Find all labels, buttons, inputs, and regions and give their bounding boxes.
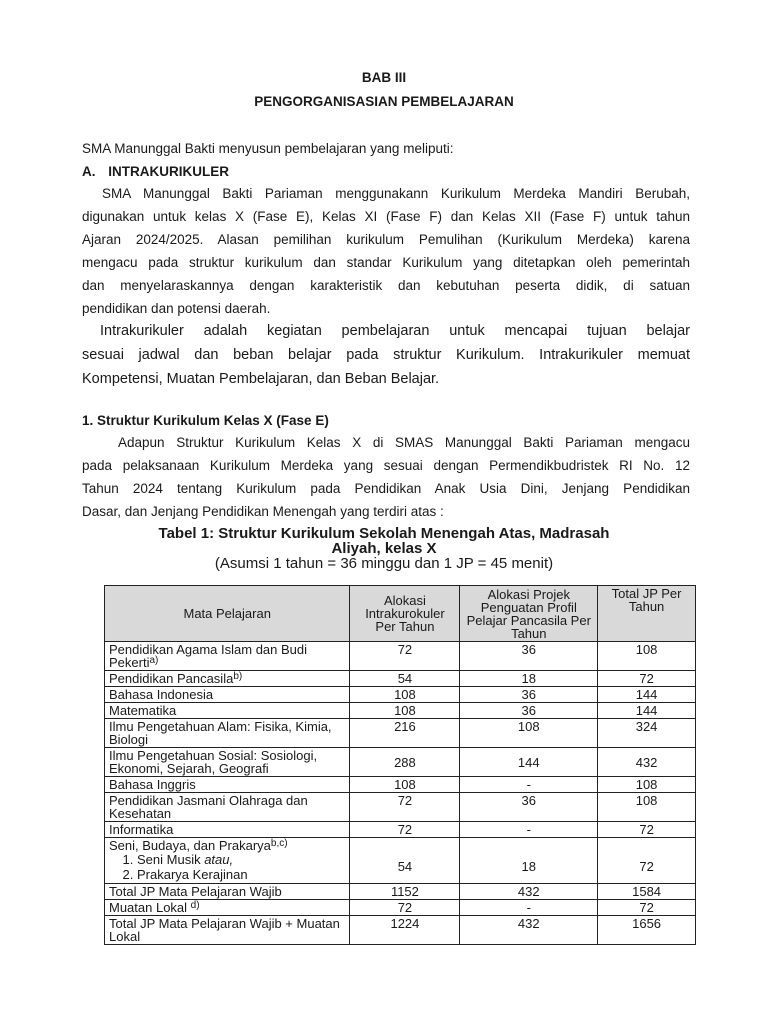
row-total: 1584: [598, 884, 696, 900]
row-total: 108: [598, 793, 696, 822]
table-row: [105, 777, 696, 793]
subsection-line: pada pelaksanaan Kurikulum Merdeka yang sesuai dengan Permendikbudristek RI No. 12: [82, 458, 690, 473]
row-intra: 1224: [350, 916, 460, 945]
intro-text: SMA Manunggal Bakti menyusun pembelajaran yang meliputi:: [82, 141, 454, 156]
row-intra: 54: [350, 838, 460, 884]
row-projek: 108: [460, 719, 598, 748]
row-intra: 216: [350, 719, 460, 748]
table-row: [105, 748, 696, 777]
row-total: 108: [598, 642, 696, 671]
row-intra: 72: [350, 793, 460, 822]
para1-line: digunakan untuk kelas X (Fase E), Kelas XI (Fase F) dan Kelas XII (Fase F) untuk tahun: [82, 209, 690, 224]
row-subject: Seni, Budaya, dan Prakarya: [109, 838, 271, 853]
row-total: 72: [598, 838, 696, 884]
table-row: [105, 719, 696, 748]
section-a-heading: [82, 160, 690, 183]
chapter-title: PENGORGANISASIAN PEMBELAJARAN: [254, 94, 514, 109]
row-projek: 432: [460, 916, 598, 945]
row-total: 432: [598, 748, 696, 777]
row-total: 1656: [598, 916, 696, 945]
para1-line: mengacu pada struktur kurikulum dan standar Kurikulum yang ditetapkan oleh pemerintah: [82, 255, 690, 270]
row-projek: -: [460, 822, 598, 838]
table-row: [105, 642, 696, 671]
para1-line: Ajaran 2024/2025. Alasan pemilihan kurikulum Pemulihan (Kurikulum Merdeka) karena: [82, 232, 690, 247]
subsection-line: Dasar, dan Jenjang Pendidikan Menengah yang terdiri atas :: [82, 504, 444, 519]
row-total: 324: [598, 719, 696, 748]
para2-line: Intrakurikuler adalah kegiatan pembelajaran untuk mencapai tujuan belajar: [100, 323, 690, 339]
section-a-label: A.: [82, 164, 96, 179]
row-projek: 36: [460, 793, 598, 822]
table-row-total: [105, 900, 696, 916]
para1-line: pendidikan dan potensi daerah.: [82, 301, 271, 316]
row-note: a): [149, 655, 159, 666]
row-subject: Pendidikan Jasmani Olahraga dan Kesehatan: [105, 793, 350, 822]
row-projek: -: [460, 777, 598, 793]
subsection-paragraph: [82, 431, 690, 523]
row-projek: 144: [460, 748, 598, 777]
para2-line: Kompetensi, Muatan Pembelajaran, dan Beban Belajar.: [82, 371, 440, 387]
seni-options-list: [109, 852, 345, 882]
row-intra: 288: [350, 748, 460, 777]
row-intra: 72: [350, 642, 460, 671]
row-total: 108: [598, 777, 696, 793]
header-total: Total JP Per Tahun: [598, 586, 696, 642]
chapter-number: BAB III: [361, 70, 407, 85]
table-row-total: [105, 884, 696, 900]
row-subject: Bahasa Indonesia: [105, 687, 350, 703]
table-caption-line-1: Tabel 1: Struktur Kurikulum Sekolah Menengah Atas, Madrasah: [158, 525, 610, 542]
row-subject: Total JP Mata Pelajaran Wajib + Muatan Lokal: [105, 916, 350, 945]
table-row-total: [105, 916, 696, 945]
table-row: [105, 671, 696, 687]
table-header-row: [105, 586, 696, 642]
section-a-title: INTRAKURIKULER: [108, 164, 230, 179]
row-intra: 108: [350, 703, 460, 719]
seni-option-2: 2. Prakarya Kerajinan: [137, 867, 345, 882]
table-row: [105, 822, 696, 838]
row-projek: 36: [460, 687, 598, 703]
row-total: 144: [598, 703, 696, 719]
seni-option-1: 1. Seni Musik atau,: [137, 852, 345, 867]
row-subject: Informatika: [105, 822, 350, 838]
para2-line: sesuai jadwal dan beban belajar pada struktur Kurikulum. Intrakurikuler memuat: [82, 347, 690, 363]
row-projek: 432: [460, 884, 598, 900]
table-row: [105, 793, 696, 822]
row-subject: Ilmu Pengetahuan Alam: Fisika, Kimia, Biologi: [105, 719, 350, 748]
row-subject: Matematika: [105, 703, 350, 719]
row-note: b): [233, 671, 243, 682]
row-intra: 1152: [350, 884, 460, 900]
row-intra: 72: [350, 822, 460, 838]
subsection-title: 1. Struktur Kurikulum Kelas X (Fase E): [82, 413, 329, 428]
row-projek: 36: [460, 703, 598, 719]
header-projek: Alokasi Projek Penguatan Profil Pelajar Pancasila Per Tahun: [460, 586, 598, 642]
row-projek: -: [460, 900, 598, 916]
row-subject: Pendidikan Pancasila: [109, 671, 234, 686]
row-total: 72: [598, 900, 696, 916]
section-a-paragraph-1: [82, 182, 690, 320]
table-caption-line-2: Aliyah, kelas X: [331, 540, 437, 557]
row-subject: Pendidikan Agama Islam dan Budi Pekerti: [109, 642, 308, 670]
subsection-line: Adapun Struktur Kurikulum Kelas X di SMAS Manunggal Bakti Pariaman mengacu: [118, 435, 690, 450]
row-intra: 108: [350, 777, 460, 793]
row-total: 72: [598, 671, 696, 687]
table-row: [105, 703, 696, 719]
row-total: 72: [598, 822, 696, 838]
row-note: b,c): [270, 838, 288, 849]
table-caption-subtitle: (Asumsi 1 tahun = 36 minggu dan 1 JP = 45 menit): [214, 555, 554, 572]
row-intra: 108: [350, 687, 460, 703]
table-row: [105, 687, 696, 703]
para1-line: dan menyelaraskannya dengan karakteristik dan kebutuhan peserta didik, di satuan: [82, 278, 690, 293]
row-subject: Total JP Mata Pelajaran Wajib: [105, 884, 350, 900]
table-row-seni: [105, 838, 696, 884]
subsection-line: Tahun 2024 tentang Kurikulum pada Pendidikan Anak Usia Dini, Jenjang Pendidikan: [82, 481, 690, 496]
row-subject: Muatan Lokal: [109, 900, 191, 915]
para1-line: SMA Manunggal Bakti Pariaman menggunakann Kurikulum Merdeka Mandiri Berubah,: [102, 186, 690, 201]
row-subject: Bahasa Inggris: [105, 777, 350, 793]
row-projek: 18: [460, 838, 598, 884]
row-intra: 72: [350, 900, 460, 916]
row-intra: 54: [350, 671, 460, 687]
header-intrakurikuler: Alokasi Intrakurokuler Per Tahun: [350, 586, 460, 642]
curriculum-table: [104, 585, 696, 945]
row-note: d): [190, 900, 200, 911]
row-projek: 36: [460, 642, 598, 671]
row-projek: 18: [460, 671, 598, 687]
section-a-paragraph-2: [82, 319, 690, 391]
header-subject: Mata Pelajaran: [105, 586, 350, 642]
row-total: 144: [598, 687, 696, 703]
row-subject: Ilmu Pengetahuan Sosial: Sosiologi, Ekonomi, Sejarah, Geografi: [105, 748, 350, 777]
